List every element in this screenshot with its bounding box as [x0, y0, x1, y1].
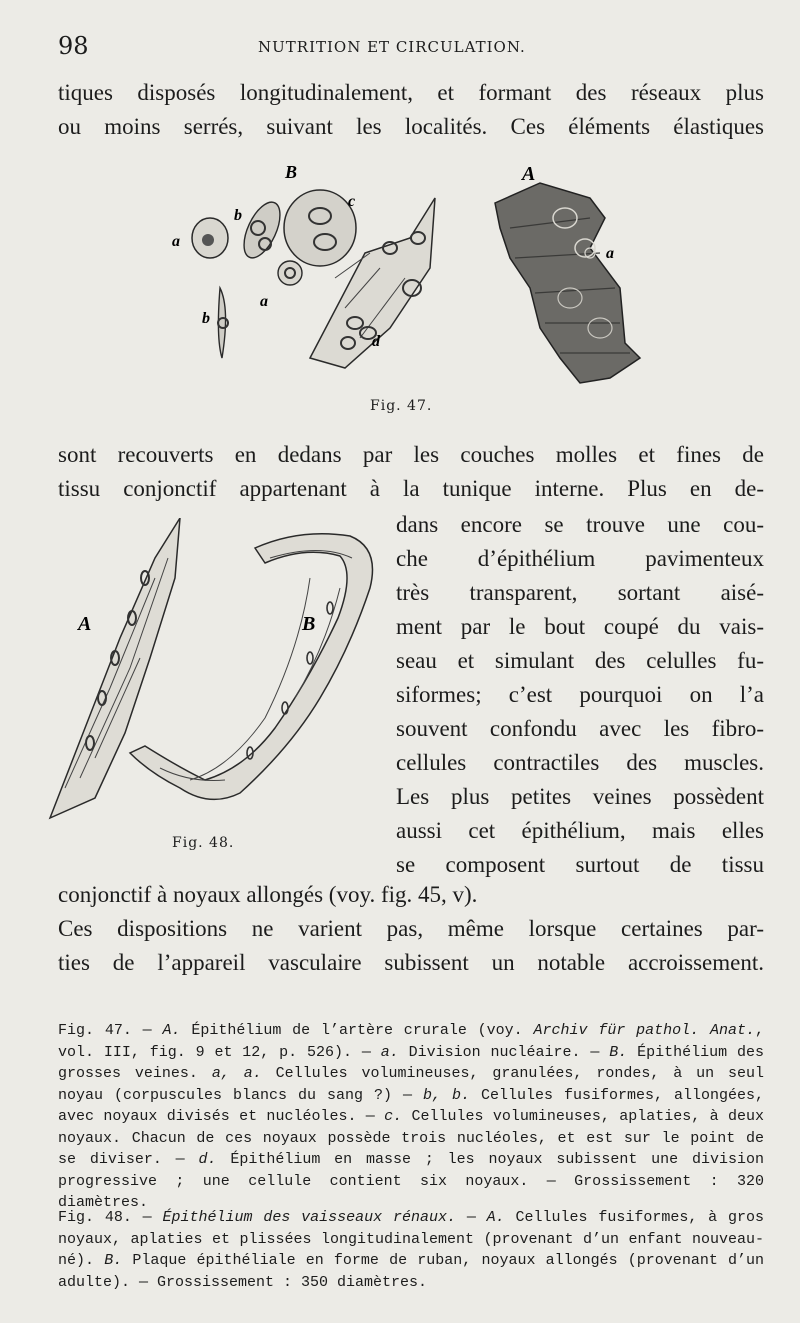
figure-letter: c — [348, 193, 356, 210]
figure-letter: b — [202, 310, 210, 327]
paragraph-4 — [58, 878, 764, 912]
figure-47-illustration — [150, 158, 660, 420]
figure-letter: b — [234, 207, 242, 224]
text-line: Les plus petites veines possèdent — [396, 784, 764, 809]
caption-text: , vol. III, fig. 9 et 12, p. 526). — — [58, 1022, 764, 1061]
text-line: se composent surtout de tissu — [396, 852, 764, 877]
small-cell-cluster — [237, 197, 288, 263]
caption-label: Fig. 47. — — [58, 1022, 163, 1039]
caption-letter: b, b. — [422, 1086, 470, 1104]
figure-47-label: Fig. 47. — [370, 398, 433, 414]
caption-letter: B. — [609, 1043, 628, 1061]
figure-47-caption — [58, 1020, 764, 1214]
paragraph-2 — [58, 438, 764, 506]
caption-text: Cellules fusiformes, allongées, avec noyaux divisés et nucléoles. — — [58, 1086, 764, 1125]
figure-48-illustration — [40, 518, 390, 828]
text-line: cellules contractiles des muscles. — [396, 750, 764, 775]
text-line: ties de l’appareil vasculaire subissent un notable accroissement. — [58, 950, 764, 975]
page-header — [58, 30, 758, 60]
caption-citation: Archiv für pathol. Anat. — [533, 1022, 755, 1039]
text-line: che d’épithélium pavimenteux — [396, 546, 764, 571]
figure-letter: B — [285, 162, 298, 182]
figure-47-drawing — [150, 158, 660, 420]
caption-letter: A. — [486, 1209, 505, 1226]
figure-letter: d — [372, 333, 380, 350]
caption-text: — — [456, 1209, 487, 1226]
text-line: tissu conjonctif appartenant à la tunique interne. Plus en de- — [58, 476, 764, 501]
figure-letter: a — [172, 233, 180, 250]
caption-text: Cellules volumineuses, granulées, rondes, à un seul noyau (corpuscules blancs du sang ?) — — [58, 1065, 765, 1104]
caption-text: Épithélium en masse ; les noyaux subissent une division progressive ; une cellule contient six noyaux. — Grossissement : 320 diamètres. — [58, 1151, 764, 1211]
text-line: ment par le bout coupé du vais- — [396, 614, 764, 639]
figure-letter: a — [260, 293, 268, 310]
caption-letter: A. — [162, 1022, 181, 1039]
caption-letter: c. — [384, 1108, 403, 1125]
page-number: 98 — [58, 32, 89, 60]
text-line: Ces dispositions ne varient pas, même lorsque certaines par- — [58, 916, 764, 941]
caption-label: Fig. 48. — — [58, 1209, 163, 1226]
spindle-cell — [218, 288, 225, 358]
figure-48-drawing — [40, 518, 390, 828]
caption-letter: d. — [198, 1151, 217, 1168]
text-line: seau et simulant des celulles fu- — [396, 648, 764, 673]
text-line: siformes; c’est pourquoi on l’a — [396, 682, 764, 707]
round-granular-cell — [192, 218, 228, 258]
figure-letter: A — [78, 613, 92, 635]
text-line: dans encore se trouve une cou- — [396, 512, 764, 537]
caption-text: Division nucléaire. — — [398, 1043, 610, 1061]
text-line: souvent confondu avec les fibro- — [396, 716, 764, 741]
figure-letter: A — [522, 163, 536, 185]
text-line: très transparent, sortant aisé- — [396, 580, 764, 605]
artery-epithelium-mass — [495, 183, 640, 383]
paragraph-1 — [58, 76, 764, 144]
caption-text: Épithélium de l’artère crurale (voy. — [180, 1022, 534, 1039]
text-line: ou moins serrés, suivant les localités. Ces éléments élastiques — [58, 114, 764, 139]
running-head: NUTRITION ET CIRCULATION. — [258, 38, 526, 56]
figure-letter: a — [606, 245, 614, 262]
caption-text: Épithélium des grosses veines. — [58, 1043, 764, 1082]
caption-text: Plaque épithéliale en forme de ruban, noyaux allongés (provenant d’un adulte). — Grossissement : 350 diamètres. — [58, 1252, 764, 1291]
text-line: conjonctif à noyaux allongés (voy. fig. 45, v). — [58, 882, 478, 907]
paragraph-3 — [396, 508, 764, 882]
figure-letter: B — [302, 613, 316, 635]
large-cell-two-nuclei — [284, 190, 356, 266]
paragraph-5 — [58, 912, 764, 980]
figure-48-caption — [58, 1207, 764, 1293]
caption-letter: B. — [104, 1252, 123, 1269]
caption-title: Épithélium des vaisseaux rénaux. — [162, 1209, 456, 1226]
text-line: tiques disposés longitudinalement, et formant des réseaux plus — [58, 80, 764, 105]
figure-48-label: Fig. 48. — [172, 835, 235, 851]
caption-text: Cellules volumineuses, aplaties, à deux noyaux. Chacun de ces noyaux possède trois nucléoles, et est sur le point de se diviser. — — [58, 1108, 765, 1168]
caption-letter: a. — [380, 1043, 399, 1061]
caption-text: Cellules fusiformes, à gros noyaux, aplaties et plissées longitudinalement (provenant d’un enfant nouveau-né). — [58, 1209, 764, 1269]
small-round-cell — [278, 261, 302, 285]
text-line: aussi cet épithélium, mais elles — [396, 818, 764, 843]
caption-letter: a, a. — [211, 1065, 262, 1082]
text-line: sont recouverts en dedans par les couches molles et fines de — [58, 442, 764, 467]
